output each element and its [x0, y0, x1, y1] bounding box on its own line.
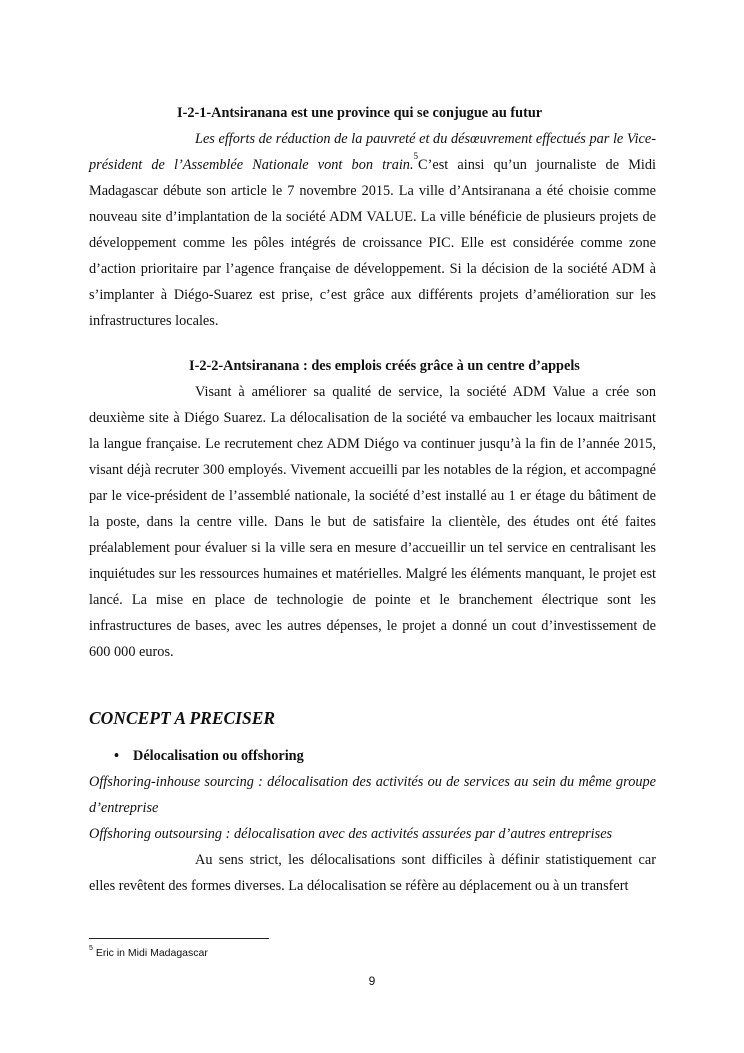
concept-paragraph: Au sens strict, les délocalisations sont difficiles à définir statistiquement car elles revêtent des formes diverses. La délocalisation se réfère au déplacement ou à un transfert: [89, 852, 656, 894]
footnote-number: 5: [89, 945, 93, 952]
definition-inhouse: Offshoring-inhouse sourcing : délocalisation des activités ou de services au sein du même groupe d’entreprise: [89, 774, 656, 816]
section-1-body: C’est ainsi qu’un journaliste de Midi Madagascar débute son article le 7 novembre 2015. La ville d’Antsiranana a été choisie comme nouveau site d’implantation de la société ADM VALUE. La ville bénéficie de plusieurs projets de développement comme les pôles intégrés de croissance PIC. Elle est considérée comme zone d’action prioritaire par l’agence française de développement. Si la décision de la société ADM à s’implanter à Diégo-Suarez est prise, c’est grâce aux différents projets d’amélioration sur les infrastructures locales.: [89, 157, 656, 329]
footnote: [89, 947, 208, 959]
footnote-text: Eric in Midi Madagascar: [92, 947, 208, 959]
concept-title: CONCEPT A PRECISER: [89, 708, 276, 728]
footnote-reference[interactable]: 5: [413, 151, 419, 161]
footnote-divider: [89, 938, 269, 939]
section-heading-2: I-2-2-Antsiranana : des emplois créés grâce à un centre d’appels: [189, 358, 580, 374]
bullet-label: Délocalisation ou offshoring: [133, 748, 304, 764]
bullet-item: [89, 743, 656, 769]
page-content: [89, 100, 656, 899]
section-2-paragraph: Visant à améliorer sa qualité de service, la société ADM Value a crée son deuxième site à Diégo Suarez. La délocalisation de la société va embaucher les locaux maitrisant la langue française. Le recrutement chez ADM Diégo va continuer jusqu’à la fin de l’année 2015, visant déjà recruter 300 employés. Vivement accueilli par les notables de la région, et accompagné par le vice-président de l’assemblé nationale, la société d’est installé au 1 er étage du bâtiment de la poste, dans la centre ville. Dans le but de satisfaire la clientèle, des études ont été faites préalablement pour évaluer si la ville sera en mesure d’accueillir un tel service en centralisant les inquiétudes sur les ressources humaines et matérielles. Malgré les éléments manquant, le projet est lancé. La mise en place de technologie de pointe et le branchement électrique sont les infrastructures de bases, avec les autres dépenses, le projet a donné un cout d’investissement de 600 000 euros.: [89, 384, 656, 660]
page-number: 9: [368, 974, 376, 988]
quote-text: Les efforts de réduction de la pauvreté et du désœuvrement effectués par le Vice-président de l’Assemblée Nationale vont bon train.: [89, 131, 656, 173]
definition-outsourcing: Offshoring outsoursing : délocalisation avec des activités assurées par d’autres entreprises: [89, 826, 613, 842]
section-1-paragraph: [89, 126, 656, 334]
bullet-icon: •: [114, 748, 120, 764]
section-heading-1: I-2-1-Antsiranana est une province qui se conjugue au futur: [177, 105, 543, 121]
